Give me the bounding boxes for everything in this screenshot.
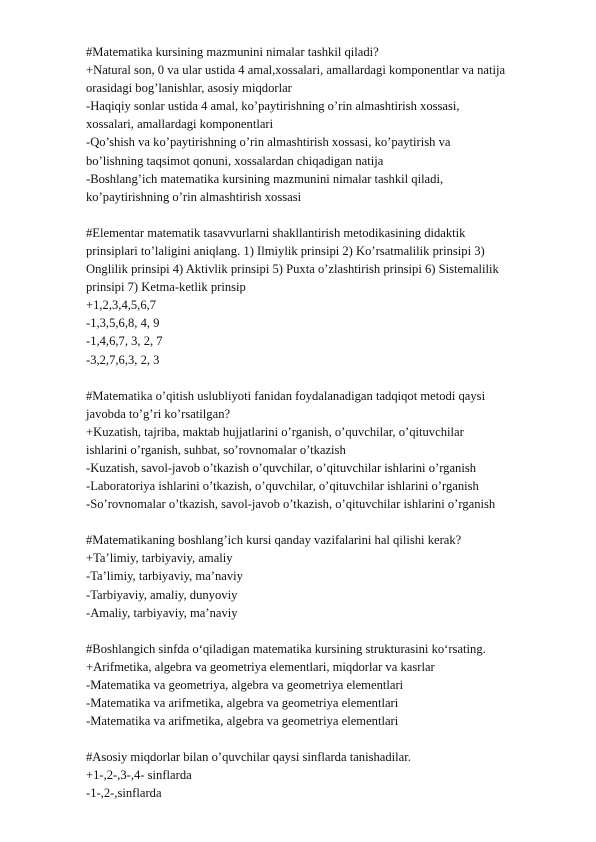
text-line: -Matematika va geometriya, algebra va geometriya elementlari [86, 677, 404, 692]
text-line: +Natural son, 0 va ular ustida 4 amal,xossalari, amallardagi komponentlar va natija [86, 63, 506, 78]
question-block [86, 640, 556, 730]
text-line: -Ta’limiy, tarbiyaviy, ma’naviy [86, 569, 243, 584]
text-line: +1-,2-,3-,4- sinflarda [86, 768, 192, 783]
text-line: #Elementar matematik tasavvurlarni shakllantirish metodikasining didaktik [86, 225, 466, 240]
text-line: ishlarini o’rganish, suhbat, so’rovnomalar o’tkazish [86, 442, 346, 457]
text-line: javobda to’g’ri ko’rsatilgan? [86, 406, 231, 421]
question-block [86, 43, 556, 206]
question-block [86, 387, 556, 514]
text-line: -3,2,7,6,3, 2, 3 [86, 352, 160, 367]
text-line: bo’lishning taqsimot qonuni, xossalardan chiqadigan natija [86, 153, 384, 168]
question-block [86, 224, 556, 369]
text-line: #Boshlangich sinfda o‘qiladigan matematika kursining strukturasini ko‘rsating. [86, 641, 486, 656]
text-line: -Kuzatish, savol-javob o’tkazish o’quvchilar, o’qituvchilar ishlarini o’rganish [86, 460, 477, 475]
text-line: -1-,2-,sinflarda [86, 786, 162, 801]
text-line: -Amaliy, tarbiyaviy, ma’naviy [86, 605, 238, 620]
text-line: orasidagi bog’lanishlar, asosiy miqdorlar [86, 81, 292, 96]
text-line: prinsipi 7) Ketma-ketlik prinsip [86, 280, 246, 295]
text-line: xossalari, amallardagi komponentlari [86, 117, 274, 132]
text-line: +1,2,3,4,5,6,7 [86, 298, 157, 313]
question-block [86, 748, 556, 802]
text-line: -Qo’shish va ko’paytirishning o’rin almashtirish xossasi, ko’paytirish va [86, 135, 451, 150]
text-line: +Ta’limiy, tarbiyaviy, amaliy [86, 551, 233, 566]
text-line: #Matematika o’qitish uslubliyoti fanidan foydalanadigan tadqiqot metodi qaysi [86, 388, 486, 403]
text-line: -Matematika va arifmetika, algebra va geometriya elementlari [86, 696, 399, 710]
text-line: #Matematikaning boshlang’ich kursi qanday vazifalarini hal qilishi kerak? [86, 533, 462, 548]
text-line: -Boshlang’ich matematika kursining mazmunini nimalar tashkil qiladi, [86, 171, 444, 186]
text-line: #Matematika kursining mazmunini nimalar tashkil qiladi? [86, 45, 379, 59]
text-line: ko’paytirishning o’rin almashtirish xossasi [86, 189, 302, 204]
text-line: -Tarbiyaviy, amaliy, dunyoviy [86, 587, 238, 602]
text-line: -1,4,6,7, 3, 2, 7 [86, 334, 163, 349]
text-line: -Laboratoriya ishlarini o’tkazish, o’quvchilar, o’qituvchilar ishlarini o’rganish [86, 479, 479, 494]
text-line: #Asosiy miqdorlar bilan o’quvchilar qaysi sinflarda tanishadilar. [86, 750, 411, 765]
text-line: -So’rovnomalar o’tkazish, savol-javob o’tkazish, o’qituvchilar ishlarini o’rganish [86, 497, 496, 512]
question-block [86, 531, 556, 621]
text-line: Onglilik prinsipi 4) Aktivlik prinsipi 5) Puxta o’zlashtirish prinsipi 6) Sistemalilik [86, 262, 499, 277]
text-line: -Haqiqiy sonlar ustida 4 amal, ko’paytirishning o’rin almashtirish xossasi, [86, 99, 460, 114]
text-line: -1,3,5,6,8, 4, 9 [86, 316, 160, 331]
text-line: prinsiplari to’laligini aniqlang. 1) Ilmiylik prinsipi 2) Ko’rsatmalilik prinsipi 3) [86, 243, 485, 258]
text-line: +Arifmetika, algebra va geometriya elementlari, miqdorlar va kasrlar [86, 659, 435, 674]
text-line: -Matematika va arifmetika, algebra va geometriya elementlari [86, 714, 399, 729]
text-line: +Kuzatish, tajriba, maktab hujjatlarini o’rganish, o’quvchilar, o’qituvchilar [86, 424, 464, 439]
